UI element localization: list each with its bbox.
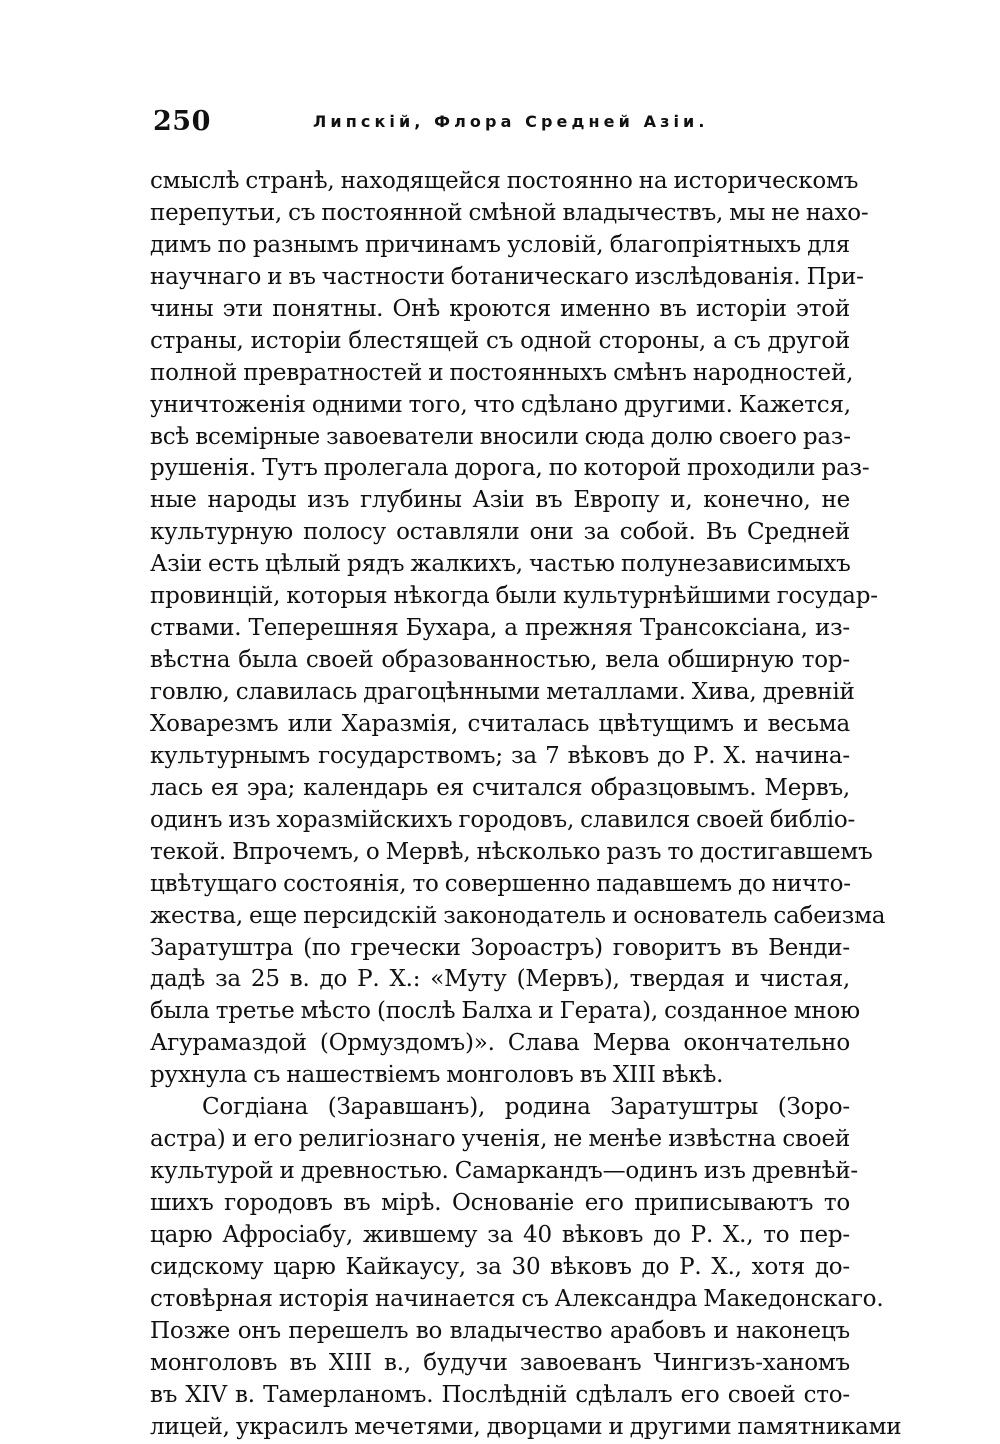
text-line: провинцій, которыя нѣкогда были культурнѣйшими государ- bbox=[150, 583, 878, 610]
text-line: шихъ городовъ въ мірѣ. Основаніе его приписываютъ то bbox=[150, 1190, 850, 1216]
text-line: Азіи есть цѣлый рядъ жалкихъ, частью полунезависимыхъ bbox=[150, 551, 851, 578]
text-line: лась ея эра; календарь ея считался образцовымъ. Мервъ, bbox=[150, 774, 850, 801]
text-line: Агурамаздой (Ормуздомъ)». Слава Мерва окончательно bbox=[150, 1030, 850, 1057]
text-line: смыслѣ странѣ, находящейся постоянно на историческомъ bbox=[150, 168, 859, 194]
text-line: страны, исторіи блестящей съ одной стороны, а съ другой bbox=[150, 327, 850, 354]
text-line: говлю, славилась драгоцѣнными металлами. Хива, древній bbox=[150, 679, 855, 705]
text-line: одинъ изъ хоразмійскихъ городовъ, славился своей библіо- bbox=[150, 806, 856, 833]
body-text bbox=[150, 166, 902, 1444]
text-line: рушенія. Тутъ пролегала дорога, по которой проходили раз- bbox=[150, 455, 870, 482]
text-line: перепутьи, съ постоянной смѣной владычествъ, мы не нахо- bbox=[150, 199, 869, 226]
text-line: монголовъ въ XIII в., будучи завоеванъ Чингизъ-ханомъ bbox=[150, 1349, 850, 1376]
text-line: астра) и его религіознаго ученія, не менѣе извѣстна своей bbox=[150, 1126, 850, 1153]
text-line: въ XIV в. Тамерланомъ. Послѣдній сдѣлалъ его своей сто- bbox=[150, 1381, 850, 1408]
text-line: димъ по разнымъ причинамъ условій, благопріятныхъ для bbox=[150, 231, 850, 258]
text-line: жества, еще персидскій законодатель и основатель сабеизма bbox=[150, 902, 886, 929]
text-line: стовѣрная исторія начинается съ Александра Македонскаго. bbox=[150, 1285, 884, 1312]
text-line: царю Афросіабу, жившему за 40 вѣковъ до Р. Х., то пер- bbox=[150, 1221, 850, 1248]
text-line: чины эти понятны. Онѣ кроются именно въ исторіи этой bbox=[150, 295, 850, 322]
text-line: всѣ всемірные завоеватели вносили сюда долю своего раз- bbox=[150, 423, 851, 450]
text-line: культурой и древностью. Самаркандъ—одинъ изъ древнѣй- bbox=[150, 1158, 858, 1185]
text-line: вѣстна была своей образованностью, вела обширную тор- bbox=[150, 647, 850, 674]
text-line: текой. Впрочемъ, о Мервѣ, нѣсколько разъ то достигавшемъ bbox=[150, 838, 873, 865]
text-line: цвѣтущаго состоянія, то совершенно падавшемъ до ничто- bbox=[150, 870, 851, 897]
text-line: культурнымъ государствомъ; за 7 вѣковъ до Р. Х. начина- bbox=[150, 742, 850, 769]
text-line: Согдіана (Заравшанъ), родина Заратуштры (Зоро- bbox=[202, 1094, 850, 1121]
text-line: Заратуштра (по гречески Зороастръ) говоритъ въ Венди- bbox=[150, 934, 850, 961]
page-number: 250 bbox=[153, 106, 211, 137]
running-title: Липскій, Флора Средней Азіи. bbox=[313, 112, 709, 131]
text-line: лицей, украсилъ мечетями, дворцами и другими памятниками bbox=[150, 1413, 902, 1440]
text-line: сидскому царю Кайкаусу, за 30 вѣковъ до Р. Х., хотя до- bbox=[150, 1253, 850, 1280]
text-line: полной превратностей и постоянныхъ смѣнъ народностей, bbox=[150, 359, 854, 386]
paragraph-1 bbox=[150, 166, 886, 1092]
text-line: ствами. Теперешняя Бухара, а прежняя Трансоксіана, из- bbox=[150, 615, 850, 642]
text-line: культурную полосу оставляли они за собой. Въ Средней bbox=[150, 519, 850, 546]
text-line: Позже онъ перешелъ во владычество арабовъ и наконецъ bbox=[150, 1317, 850, 1344]
text-line: дадѣ за 25 в. до Р. Х.: «Муту (Мервъ), твердая и чистая, bbox=[150, 966, 850, 993]
text-line: рухнула съ нашествіемъ монголовъ въ XIII вѣкѣ. bbox=[150, 1062, 724, 1089]
text-line: ные народы изъ глубины Азіи въ Европу и, конечно, не bbox=[150, 487, 850, 514]
text-line: была третье мѣсто (послѣ Балха и Герата), созданное мною bbox=[150, 998, 860, 1025]
text-line: Ховарезмъ или Харазмія, считалась цвѣтущимъ и весьма bbox=[150, 710, 850, 737]
text-line: научнаго и въ частности ботаническаго изслѣдованія. При- bbox=[150, 263, 864, 290]
paragraph-2 bbox=[150, 1092, 902, 1443]
page-header bbox=[153, 106, 853, 142]
text-line: уничтоженія одними того, что сдѣлано другими. Кажется, bbox=[150, 391, 851, 418]
